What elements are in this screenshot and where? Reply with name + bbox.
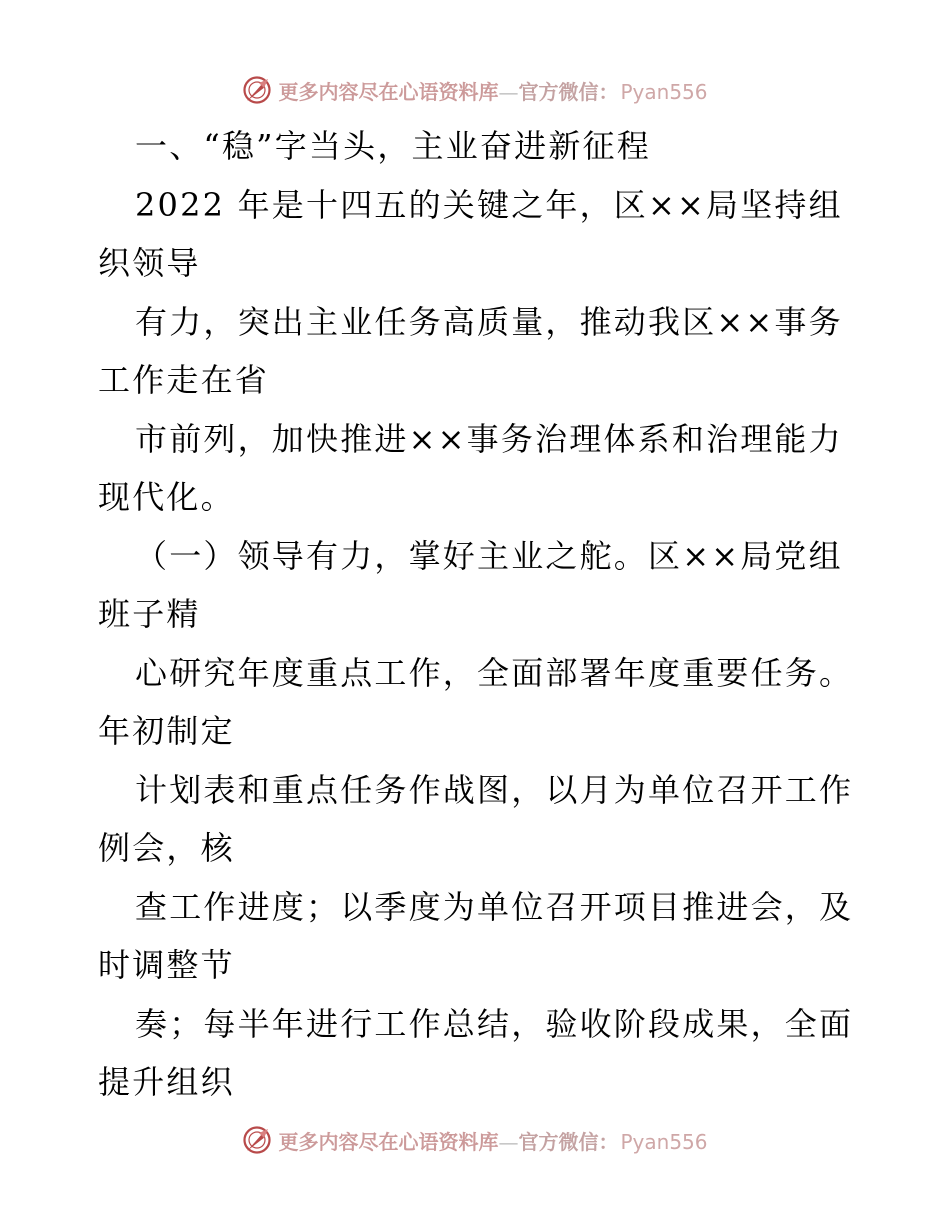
quill-logo-icon bbox=[242, 75, 272, 105]
document-body bbox=[98, 117, 868, 1112]
text-line: 查工作进度；以季度为单位召开项目推进会，及 bbox=[135, 887, 854, 926]
quill-logo-icon bbox=[242, 1125, 272, 1155]
watermark-main-text: 更多内容尽在心语资料库 bbox=[278, 79, 499, 104]
text-line: 心研究年度重点工作，全面部署年度重要任务。 bbox=[135, 653, 854, 692]
text-line: 市前列，加快推进××事务治理体系和治理能力 bbox=[135, 419, 843, 458]
watermark-text bbox=[278, 1126, 707, 1155]
text-line: 现代化。 bbox=[98, 478, 235, 516]
text-line: 提升组织 bbox=[98, 1063, 235, 1101]
text-line: 2022 年是十四五的关键之年，区××局坚持组 bbox=[135, 185, 843, 224]
text-line: 年初制定 bbox=[98, 712, 235, 750]
watermark-contact-id: Pyan556 bbox=[620, 79, 708, 104]
watermark-contact-label: 官方微信： bbox=[518, 79, 619, 104]
text-line: 班子精 bbox=[98, 595, 201, 633]
watermark-contact-id: Pyan556 bbox=[620, 1129, 708, 1154]
text-line: 计划表和重点任务作战图，以月为单位召开工作 bbox=[135, 770, 854, 809]
watermark-main-text: 更多内容尽在心语资料库 bbox=[278, 1129, 499, 1154]
text-line: 织领导 bbox=[98, 244, 201, 282]
watermark-text bbox=[278, 76, 707, 105]
text-line: 例会，核 bbox=[98, 829, 235, 867]
watermark-contact-label: 官方微信： bbox=[518, 1129, 619, 1154]
header-watermark bbox=[0, 72, 950, 108]
text-line: 时调整节 bbox=[98, 946, 235, 984]
watermark-separator: — bbox=[498, 1129, 519, 1154]
text-line: 一、“稳”字当头，主业奋进新征程 bbox=[135, 127, 651, 165]
watermark-separator: — bbox=[498, 79, 519, 104]
text-line: 奏；每半年进行工作总结，验收阶段成果，全面 bbox=[135, 1004, 854, 1043]
text-line: 工作走在省 bbox=[98, 361, 270, 399]
text-line: （一）领导有力，掌好主业之舵。区××局党组 bbox=[135, 536, 843, 575]
footer-watermark bbox=[0, 1122, 950, 1158]
text-line: 有力，突出主业任务高质量，推动我区××事务 bbox=[135, 302, 843, 341]
